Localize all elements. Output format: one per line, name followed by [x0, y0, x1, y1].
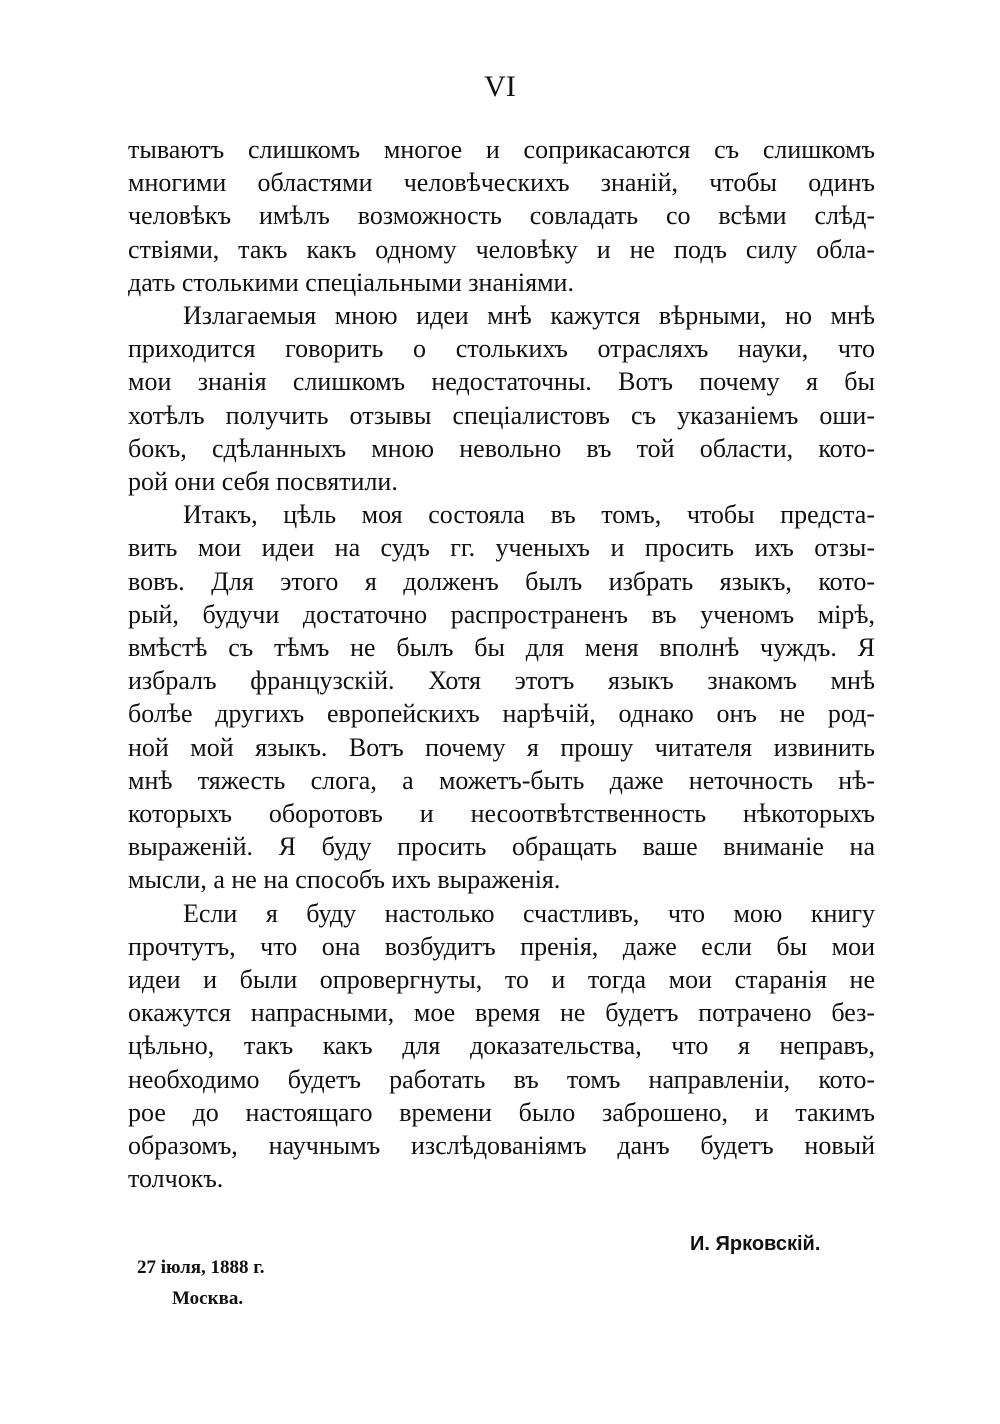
text-line: ной мой языкъ. Вотъ почему я прошу читателя извинить: [128, 732, 875, 762]
text-line: вмѣстѣ съ тѣмъ не былъ бы для меня вполнѣ чуждъ. Я: [128, 633, 875, 662]
text-line: человѣкъ имѣлъ возможность совладать со всѣми слѣд-: [128, 201, 875, 231]
text-line: рый, будучи достаточно распространенъ въ ученомъ мірѣ,: [128, 599, 875, 629]
text-line: необходимо будетъ работать въ томъ направленіи, кото-: [128, 1064, 875, 1094]
text-line: вовъ. Для этого я долженъ былъ избрать языкъ, кото-: [128, 566, 875, 596]
text-line: рой они себя посвятили.: [128, 467, 398, 496]
text-line: толчокъ.: [128, 1164, 224, 1194]
text-line: мнѣ тяжесть слога, а можетъ-быть даже неточность нѣ-: [128, 765, 875, 795]
text-line: бокъ, сдѣланныхъ мною невольно въ той области, кото-: [128, 433, 875, 463]
page-number: VI: [484, 70, 516, 103]
text-line: многими областями человѣческихъ знаній, чтобы одинъ: [128, 168, 875, 198]
text-line: избралъ французскій. Хотя этотъ языкъ знакомъ мнѣ: [128, 666, 875, 696]
date-line: 27 іюля, 1888 г.: [137, 1257, 265, 1278]
text-line: приходится говорить о столькихъ отрасляхъ науки, что: [128, 334, 875, 364]
text-line: рое до настоящаго времени было заброшено, и такимъ: [128, 1097, 875, 1127]
text-line: Если я буду настолько счастливъ, что мою книгу: [183, 898, 875, 928]
text-line: вить мои идеи на судъ гг. ученыхъ и просить ихъ отзы-: [128, 533, 875, 563]
text-line: окажутся напрасными, мое время не будетъ потрачено без-: [128, 998, 875, 1028]
text-line: ствіями, такъ какъ одному человѣку и не подъ силу обла-: [128, 234, 875, 264]
text-line: дать столькими спеціальными знаніями.: [128, 267, 574, 297]
place-line: Москва.: [172, 1288, 244, 1309]
text-line: образомъ, научнымъ изслѣдованіямъ данъ будетъ новый: [128, 1131, 875, 1160]
text-line: выраженій. Я буду просить обращать ваше вниманіе на: [128, 832, 875, 862]
text-line: мои знанія слишкомъ недостаточны. Вотъ почему я бы: [128, 367, 875, 397]
text-line: тываютъ слишкомъ многое и соприкасаются съ слишкомъ: [128, 135, 875, 164]
text-line: идеи и были опровергнуты, то и тогда мои старанія не: [128, 965, 875, 994]
author-signature: И. Ярковскій.: [690, 1233, 821, 1255]
text-line: прочтутъ, что она возбудитъ пренія, даже если бы мои: [128, 931, 875, 961]
text-line: Итакъ, цѣль моя состояла въ томъ, чтобы предста-: [183, 500, 875, 530]
text-line: хотѣлъ получить отзывы спеціалистовъ съ указаніемъ оши-: [128, 400, 875, 430]
text-line: Излагаемыя мною идеи мнѣ кажутся вѣрными, но мнѣ: [183, 301, 875, 330]
text-line: цѣльно, такъ какъ для доказательства, что я неправъ,: [128, 1031, 875, 1061]
text-line: мысли, а не на способъ ихъ выраженія.: [128, 865, 561, 895]
text-line: болѣе другихъ европейскихъ нарѣчій, однако онъ не род-: [128, 699, 875, 729]
text-line: которыхъ оборотовъ и несоотвѣтственность нѣкоторыхъ: [128, 799, 875, 828]
